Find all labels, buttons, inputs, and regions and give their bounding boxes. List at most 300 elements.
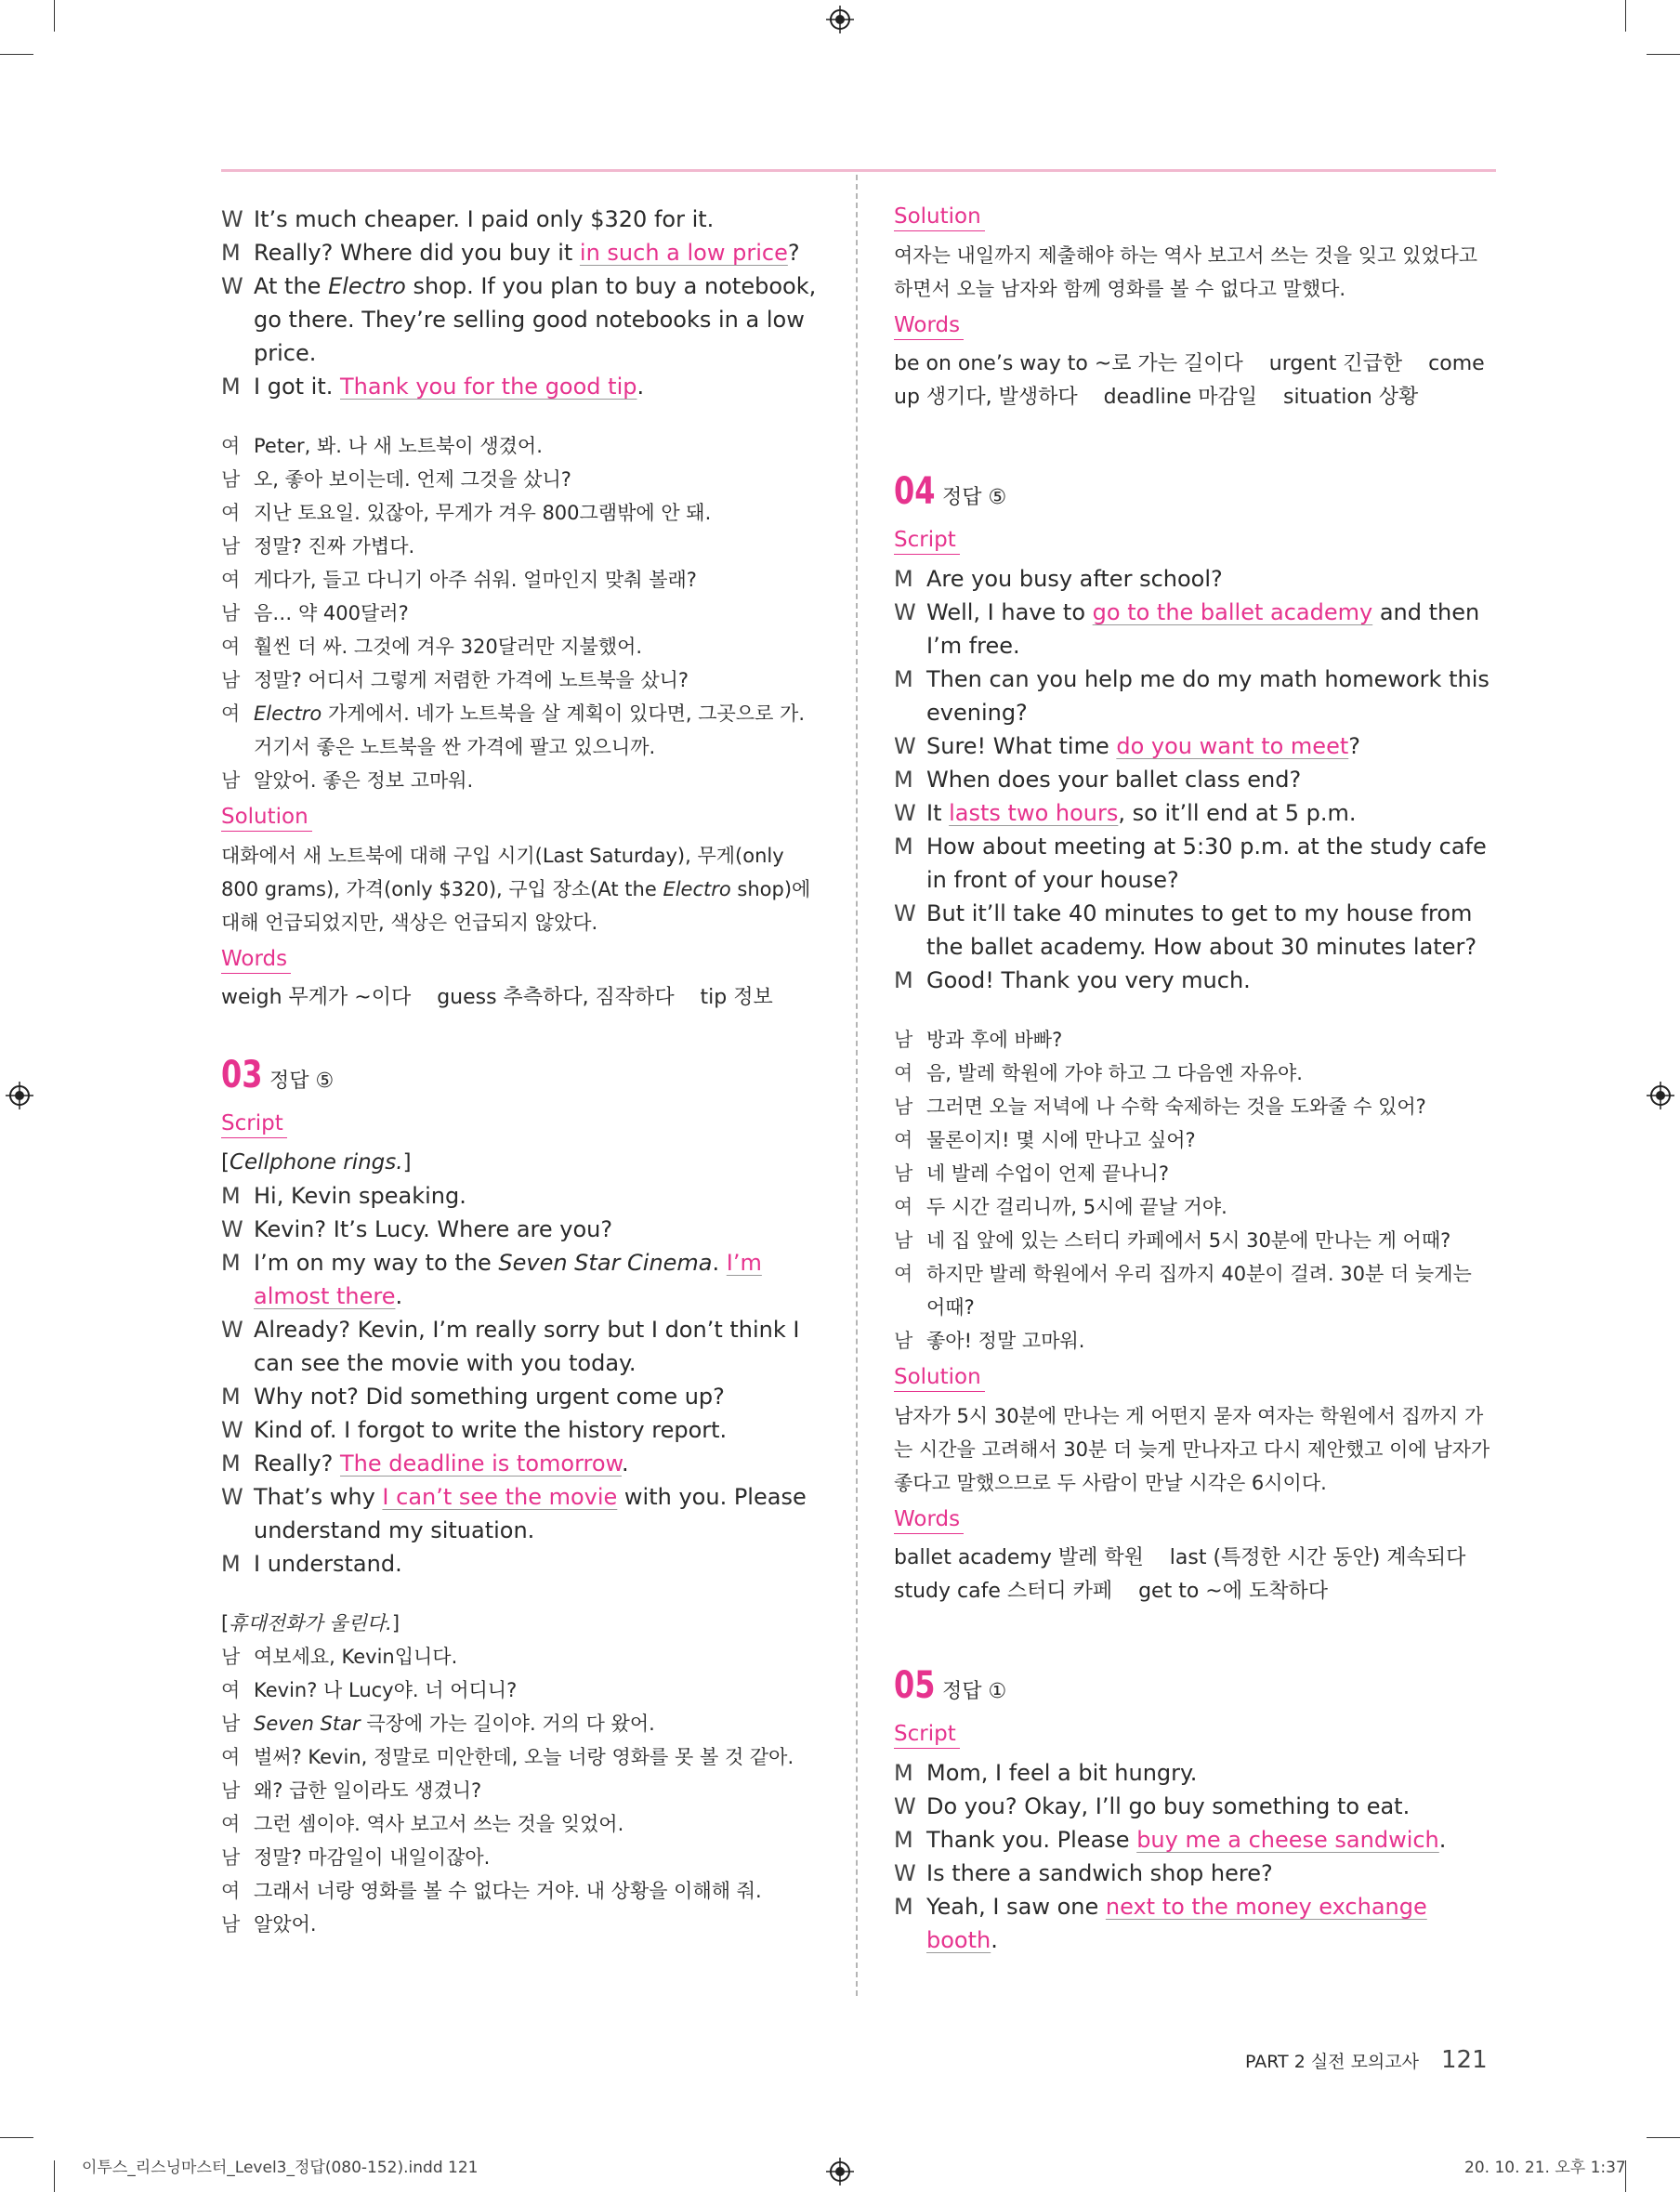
speaker-label: W <box>221 1317 243 1343</box>
speaker-label: 남 <box>221 1913 241 1936</box>
line-text <box>926 1129 1196 1151</box>
dialogue-line <box>894 562 1496 596</box>
dialogue-line <box>221 1740 823 1774</box>
text-run: It’s much cheaper. I paid only $320 for it. <box>254 206 715 232</box>
speaker-label: M <box>894 833 913 860</box>
slug-date: 20. 10. 21. 오후 1:37 <box>1464 2159 1626 2177</box>
line-text <box>254 1846 490 1869</box>
speaker-label: 여 <box>894 1129 913 1151</box>
dialogue-line <box>221 463 823 496</box>
dialogue-line <box>221 1246 823 1313</box>
dialogue-line <box>221 1807 823 1841</box>
dialogue-line <box>894 1823 1496 1857</box>
text-run: I understand. <box>254 1551 402 1577</box>
dialogue-line <box>894 830 1496 897</box>
speaker-label: 여 <box>221 1813 241 1835</box>
text-run: 정말? 어디서 그렇게 저렴한 가격에 노트북을 샀니? <box>254 669 689 691</box>
solution-text: 여자는 내일까지 제출해야 하는 역사 보고서 쓰는 것을 잊고 있었다고 하면서 오늘 남자와 함께 영화를 볼 수 없다고 말했다. <box>894 244 1478 300</box>
line-text <box>254 240 800 266</box>
registration-mark-icon <box>826 6 854 33</box>
dialogue-line <box>894 1790 1496 1823</box>
italic-term: Electro <box>328 273 406 299</box>
text-run: . <box>395 1283 403 1309</box>
dialogue-line <box>221 1480 823 1547</box>
text-run: 두 시간 걸리니까, 5시에 끝날 거야. <box>926 1196 1227 1218</box>
header-rule <box>221 169 1496 172</box>
dialogue-line <box>894 897 1496 964</box>
speaker-label: 남 <box>221 1713 241 1735</box>
speaker-label: 여 <box>894 1196 913 1218</box>
stage-note-kr: [휴대전화가 울린다.] <box>221 1612 400 1634</box>
crop-mark <box>0 2137 33 2138</box>
dialogue-en <box>221 203 823 403</box>
line-text <box>254 1779 481 1802</box>
line-text <box>926 1162 1169 1185</box>
key-phrase: I’m almost there <box>254 1250 762 1309</box>
answer-label: 정답 ⑤ <box>942 486 1007 509</box>
line-text <box>926 1062 1303 1084</box>
text-run: with you. Please understand my situation. <box>254 1484 807 1543</box>
stage-note: [Cellphone rings.] <box>221 1150 412 1175</box>
line-text <box>926 566 1223 592</box>
words-list <box>221 981 823 1015</box>
text-run: Is there a sandwich shop here? <box>926 1860 1273 1886</box>
line-text <box>254 435 543 457</box>
line-text <box>926 767 1301 793</box>
line-text <box>254 1384 725 1410</box>
line-text <box>254 569 697 591</box>
line-text <box>926 900 1477 960</box>
registration-mark-icon <box>6 1082 33 1109</box>
italic-term: Seven Star <box>254 1713 361 1735</box>
text-run: 벌써? Kevin, 정말로 미안한데, 오늘 너랑 영화를 못 볼 것 같아. <box>254 1746 794 1768</box>
text-run: Then can you help me do my math homework this evening? <box>926 666 1490 726</box>
line-text <box>254 769 473 792</box>
dialogue-line <box>221 1447 823 1480</box>
line-text <box>926 1029 1062 1051</box>
speaker-label: 여 <box>221 1880 241 1902</box>
key-phrase: in such a low price <box>579 240 788 266</box>
dialogue-line <box>221 203 823 236</box>
text-run: 가게에서. 네가 노트북을 살 계획이 있다면, 그곳으로 가. 거기서 좋은 노트북을 싼 가격에 팔고 있으니까. <box>254 702 806 758</box>
text-run: That’s why <box>254 1484 383 1510</box>
dialogue-line <box>221 597 823 630</box>
speaker-label: W <box>221 273 243 299</box>
dialogue-line <box>221 630 823 663</box>
words-line: be on one’s way to ~로 가는 길이다 urgent 긴급한 come up 생기다, 발생하다 deadline 마감일 situation 상황 <box>894 352 1491 409</box>
solution-text: 남자가 5시 30분에 만나는 게 어떤지 묻자 여자는 학원에서 집까지 가는 시간을 고려해서 30분 더 늦게 만나자고 다시 제안했고 이에 남자가 좋다고 말했으므로 두 사람이 만날 시각은 6시이다. <box>894 1405 1490 1494</box>
speaker-label: M <box>894 1760 913 1786</box>
dialogue-line <box>894 596 1496 663</box>
dialogue-line <box>894 1756 1496 1790</box>
speaker-label: W <box>221 1484 243 1510</box>
text-run: 게다가, 들고 다니기 아주 쉬워. 얼마인지 맞춰 볼래? <box>254 569 697 591</box>
speaker-label: M <box>221 374 241 400</box>
dialogue-line <box>221 1413 823 1447</box>
dialogue-line <box>894 1157 1496 1190</box>
speaker-label: M <box>894 1827 913 1853</box>
slug-filename: 이투스_리스닝마스터_Level3_정답(080-152).indd 121 <box>82 2159 479 2177</box>
line-text <box>254 1216 612 1242</box>
line-text <box>254 1250 762 1309</box>
dialogue-line <box>221 1179 823 1213</box>
speaker-label: 남 <box>894 1162 913 1185</box>
text-run: Mom, I feel a bit hungry. <box>926 1760 1198 1786</box>
text-run: shop. If you plan to buy a notebook, go there. They’re selling good notebooks in a low price. <box>254 273 817 366</box>
speaker-label: 여 <box>894 1263 913 1285</box>
text-run: . <box>1438 1827 1447 1853</box>
column-divider <box>856 175 858 1996</box>
text-run: 오, 좋아 보이는데. 언제 그것을 샀니? <box>254 468 571 491</box>
speaker-label: 남 <box>221 669 241 691</box>
crop-mark <box>1647 54 1680 55</box>
text-run: Yeah, I saw one <box>926 1894 1106 1920</box>
line-text <box>254 1646 457 1668</box>
dialogue-line <box>221 1908 823 1941</box>
question-number: 04 <box>894 470 936 513</box>
crop-mark <box>1625 0 1626 32</box>
italic-term: Electro <box>254 702 322 725</box>
text-run: Hi, Kevin speaking. <box>254 1183 466 1209</box>
line-text <box>254 1746 794 1768</box>
dialogue-line <box>221 236 823 269</box>
speaker-label: W <box>894 733 916 759</box>
speaker-label: 남 <box>221 602 241 624</box>
line-text <box>926 1263 1472 1319</box>
line-text <box>254 602 409 624</box>
dialogue-line <box>894 1190 1496 1224</box>
speaker-label: 여 <box>221 702 241 725</box>
dialogue-line <box>894 1224 1496 1257</box>
text-run: 훨씬 더 싸. 그것에 겨우 320달러만 지불했어. <box>254 636 643 658</box>
text-run: Are you busy after school? <box>926 566 1223 592</box>
key-phrase: next to the money exchange booth <box>926 1894 1427 1953</box>
script-heading: Script <box>894 1720 960 1749</box>
speaker-label: M <box>894 566 913 592</box>
text-run: Well, I have to <box>926 599 1093 625</box>
speaker-label: M <box>221 1551 241 1577</box>
part-label: PART 2 실전 모의고사 <box>1245 2052 1419 2072</box>
speaker-label: 여 <box>221 435 241 457</box>
line-text <box>254 374 644 400</box>
line-text <box>254 702 805 758</box>
text-run: 대화에서 새 노트북에 대해 구입 시기(Last Saturday), 무게(only 800 grams), 가격(only $320), 구입 장소(At the <box>221 845 784 900</box>
line-text <box>926 833 1487 893</box>
text-run: 방과 후에 바빠? <box>926 1029 1063 1051</box>
dialogue-line <box>221 530 823 563</box>
dialogue-line <box>221 697 823 764</box>
dialogue-line <box>221 1707 823 1740</box>
text-run: 네 발레 수업이 언제 끝나니? <box>926 1162 1169 1185</box>
text-run: shop)에 대해 언급되었지만, 색상은 언급되지 않았다. <box>221 878 811 934</box>
dialogue-line <box>221 1213 823 1246</box>
speaker-label: M <box>221 1384 241 1410</box>
text-run: 정말? 마감일이 내일이잖아. <box>254 1846 491 1869</box>
dialogue-line <box>221 1774 823 1807</box>
solution-heading: Solution <box>221 803 312 832</box>
speaker-label: W <box>894 800 916 826</box>
key-phrase: The deadline is tomorrow <box>339 1450 622 1477</box>
line-text <box>254 1679 517 1701</box>
speaker-label: W <box>221 1417 243 1443</box>
dialogue-line <box>894 1257 1496 1324</box>
speaker-label: 남 <box>894 1029 913 1051</box>
speaker-label: W <box>894 1860 916 1886</box>
script-heading: Script <box>221 1109 287 1138</box>
dialogue-line <box>221 764 823 797</box>
line-text <box>254 1317 799 1376</box>
text-run: Sure! What time <box>926 733 1117 759</box>
question-number: 05 <box>894 1664 936 1707</box>
text-run: 좋아! 정말 고마워. <box>926 1330 1085 1352</box>
crop-mark <box>54 2160 55 2192</box>
text-run: At the <box>254 273 329 299</box>
text-run: 알았어. 좋은 정보 고마워. <box>254 769 474 792</box>
question-header <box>894 1664 1496 1707</box>
text-run: ? <box>1348 733 1360 759</box>
speaker-label: 남 <box>221 1646 241 1668</box>
text-run: 하지만 발레 학원에서 우리 집까지 40분이 걸려. 30분 더 늦게는 어때? <box>926 1263 1472 1319</box>
dialogue-line <box>221 1640 823 1674</box>
text-run: Kevin? It’s Lucy. Where are you? <box>254 1216 613 1242</box>
registration-mark-icon <box>826 2158 854 2185</box>
text-run: Kind of. I forgot to write the history report. <box>254 1417 728 1443</box>
speaker-label: W <box>894 599 916 625</box>
speaker-label: 남 <box>221 1846 241 1869</box>
text-run: It <box>926 800 950 826</box>
speaker-label: M <box>894 767 913 793</box>
line-text <box>926 1196 1227 1218</box>
words-line: ballet academy 발레 학원 last (특정한 시간 동안) 계속되다 <box>894 1546 1466 1569</box>
crop-mark <box>0 54 33 55</box>
dialogue-line <box>221 1380 823 1413</box>
text-run: 왜? 급한 일이라도 생겼니? <box>254 1779 482 1802</box>
line-text <box>926 800 1356 826</box>
text-run: Really? <box>254 1450 340 1477</box>
text-run: Why not? Did something urgent come up? <box>254 1384 725 1410</box>
speaker-label: 여 <box>221 569 241 591</box>
dialogue-line <box>894 1324 1496 1358</box>
speaker-label: M <box>894 666 913 692</box>
line-text <box>926 1793 1410 1819</box>
text-run: But it’ll take 40 minutes to get to my house from the ballet academy. How about 30 minutes later? <box>926 900 1477 960</box>
line-text <box>254 1484 807 1543</box>
key-phrase: buy me a cheese sandwich <box>1136 1827 1439 1853</box>
line-text <box>254 669 689 691</box>
dialogue-line <box>894 663 1496 729</box>
text-run: I got it. <box>254 374 340 400</box>
line-text <box>254 1813 623 1835</box>
text-run: Kevin? 나 Lucy야. 너 어디니? <box>254 1679 518 1701</box>
dialogue-line <box>894 763 1496 796</box>
line-text <box>926 1330 1084 1352</box>
line-text <box>254 1880 762 1902</box>
line-text <box>254 1713 655 1735</box>
key-phrase: I can’t see the movie <box>382 1484 618 1510</box>
text-run: . <box>637 374 645 400</box>
speaker-label: W <box>894 900 916 926</box>
text-run: 음, 발레 학원에 가야 하고 그 다음엔 자유야. <box>926 1062 1303 1084</box>
answer-label: 정답 ① <box>942 1680 1007 1703</box>
dialogue-line <box>221 1313 823 1380</box>
dialogue-line <box>894 729 1496 763</box>
speaker-label: 여 <box>221 502 241 524</box>
page-number: 121 <box>1441 2046 1488 2074</box>
dialogue-line <box>894 1857 1496 1890</box>
dialogue-line <box>894 1023 1496 1057</box>
words-heading: Words <box>894 311 964 340</box>
dialogue-en <box>894 1756 1496 1957</box>
speaker-label: 남 <box>221 1779 241 1802</box>
text-run: I’m on my way to the <box>254 1250 499 1276</box>
page-footer <box>1245 2046 1488 2074</box>
text-run: 알았어. <box>254 1913 317 1936</box>
text-run: Really? Where did you buy it <box>254 240 580 266</box>
dialogue-line <box>221 1547 823 1581</box>
answer-label: 정답 ⑤ <box>269 1070 335 1093</box>
speaker-label: 여 <box>221 1746 241 1768</box>
text-run: Thank you. Please <box>926 1827 1137 1853</box>
words-heading: Words <box>221 945 291 974</box>
text-run: Already? Kevin, I’m really sorry but I don’t think I can see the movie with you today. <box>254 1317 800 1376</box>
dialogue-line <box>221 429 823 463</box>
text-run: . <box>991 1927 998 1953</box>
words-line: study cafe 스터디 카페 get to ~에 도착하다 <box>894 1580 1328 1603</box>
solution-text <box>221 839 823 939</box>
line-text <box>254 1450 629 1477</box>
dialogue-line <box>221 1874 823 1908</box>
words-line: weigh 무게가 ~이다 guess 추측하다, 짐작하다 tip 정보 <box>221 986 773 1009</box>
dialogue-line <box>221 1841 823 1874</box>
speaker-label: 남 <box>894 1229 913 1252</box>
dialogue-en <box>221 1179 823 1581</box>
text-run: 네 집 앞에 있는 스터디 카페에서 5시 30분에 만나는 게 어때? <box>926 1229 1451 1252</box>
text-run: ? <box>787 240 800 266</box>
right-column <box>894 203 1496 1957</box>
text-run: 그러면 오늘 저녁에 나 수학 숙제하는 것을 도와줄 수 있어? <box>926 1096 1426 1118</box>
line-text <box>254 636 642 658</box>
text-run: 극장에 가는 길이야. 거의 다 왔어. <box>360 1713 655 1735</box>
line-text <box>926 1860 1273 1886</box>
line-text <box>926 1096 1426 1118</box>
words-heading: Words <box>894 1505 964 1534</box>
speaker-label: 여 <box>894 1062 913 1084</box>
text-run: 물론이지! 몇 시에 만나고 싶어? <box>926 1129 1196 1151</box>
speaker-label: M <box>894 967 913 993</box>
dialogue-line <box>894 1123 1496 1157</box>
script-heading: Script <box>894 526 960 555</box>
key-phrase: go to the ballet academy <box>1092 599 1373 625</box>
line-text <box>254 206 714 232</box>
speaker-label: 남 <box>894 1096 913 1118</box>
line-text <box>254 1551 402 1577</box>
dialogue-line <box>221 496 823 530</box>
speaker-label: M <box>221 1450 241 1477</box>
speaker-label: W <box>221 206 243 232</box>
line-text <box>926 1760 1197 1786</box>
line-text <box>926 666 1490 726</box>
words-list <box>894 1542 1496 1608</box>
speaker-label: W <box>894 1793 916 1819</box>
dialogue-line <box>894 796 1496 830</box>
registration-mark-icon <box>1647 1082 1674 1109</box>
dialogue-en <box>894 562 1496 997</box>
solution-heading: Solution <box>894 203 985 231</box>
crop-mark <box>1647 2137 1680 2138</box>
speaker-label: M <box>221 1250 241 1276</box>
text-run: 음… 약 400달러? <box>254 602 409 624</box>
speaker-label: 남 <box>221 769 241 792</box>
text-run: 정말? 진짜 가볍다. <box>254 535 415 558</box>
text-run: , so it’ll end at 5 p.m. <box>1118 800 1357 826</box>
speaker-label: M <box>221 240 241 266</box>
dialogue-line <box>221 370 823 403</box>
crop-mark <box>54 0 55 32</box>
line-text <box>254 1913 317 1936</box>
line-text <box>926 1894 1427 1953</box>
dialogue-line <box>221 563 823 597</box>
question-header <box>221 1054 823 1096</box>
italic-term: Seven Star Cinema <box>498 1250 713 1276</box>
line-text <box>926 733 1360 759</box>
speaker-label: 남 <box>894 1330 913 1352</box>
line-text <box>254 468 571 491</box>
dialogue-kr <box>894 1023 1496 1358</box>
question-number: 03 <box>221 1054 263 1096</box>
text-run: 여보세요, Kevin입니다. <box>254 1646 458 1668</box>
words-list <box>894 348 1496 414</box>
dialogue-line <box>894 1090 1496 1123</box>
text-run: Do you? Okay, I’ll go buy something to eat. <box>926 1793 1411 1819</box>
text-run: . <box>621 1450 629 1477</box>
line-text <box>926 1229 1450 1252</box>
text-run: . <box>712 1250 727 1276</box>
text-run: How about meeting at 5:30 p.m. at the study cafe in front of your house? <box>926 833 1487 893</box>
dialogue-line <box>894 1890 1496 1957</box>
speaker-label: 남 <box>221 535 241 558</box>
dialogue-line <box>221 1674 823 1707</box>
text-run: 그래서 너랑 영화를 볼 수 없다는 거야. 내 상황을 이해해 줘. <box>254 1880 762 1902</box>
dialogue-line <box>221 663 823 697</box>
text-run: 그런 셈이야. 역사 보고서 쓰는 것을 잊었어. <box>254 1813 624 1835</box>
line-text <box>254 502 711 524</box>
key-phrase: do you want to meet <box>1116 733 1349 759</box>
speaker-label: 남 <box>221 468 241 491</box>
line-text <box>254 273 816 366</box>
text-run: and then I’m free. <box>926 599 1480 659</box>
line-text <box>254 535 414 558</box>
dialogue-kr <box>221 429 823 797</box>
text-run: Good! Thank you very much. <box>926 967 1251 993</box>
speaker-label: 여 <box>221 1679 241 1701</box>
italic-term: Electro <box>663 878 731 900</box>
left-column <box>221 203 823 1941</box>
key-phrase: Thank you for the good tip <box>340 374 637 400</box>
dialogue-line <box>894 1057 1496 1090</box>
line-text <box>926 967 1251 993</box>
question-header <box>894 470 1496 513</box>
line-text <box>254 1417 727 1443</box>
speaker-label: W <box>221 1216 243 1242</box>
speaker-label: M <box>894 1894 913 1920</box>
line-text <box>254 1183 466 1209</box>
dialogue-line <box>894 964 1496 997</box>
key-phrase: lasts two hours <box>949 800 1119 826</box>
line-text <box>926 599 1479 659</box>
text-run: When does your ballet class end? <box>926 767 1302 793</box>
dialogue-kr <box>221 1640 823 1941</box>
text-run: Peter, 봐. 나 새 노트북이 생겼어. <box>254 435 543 457</box>
